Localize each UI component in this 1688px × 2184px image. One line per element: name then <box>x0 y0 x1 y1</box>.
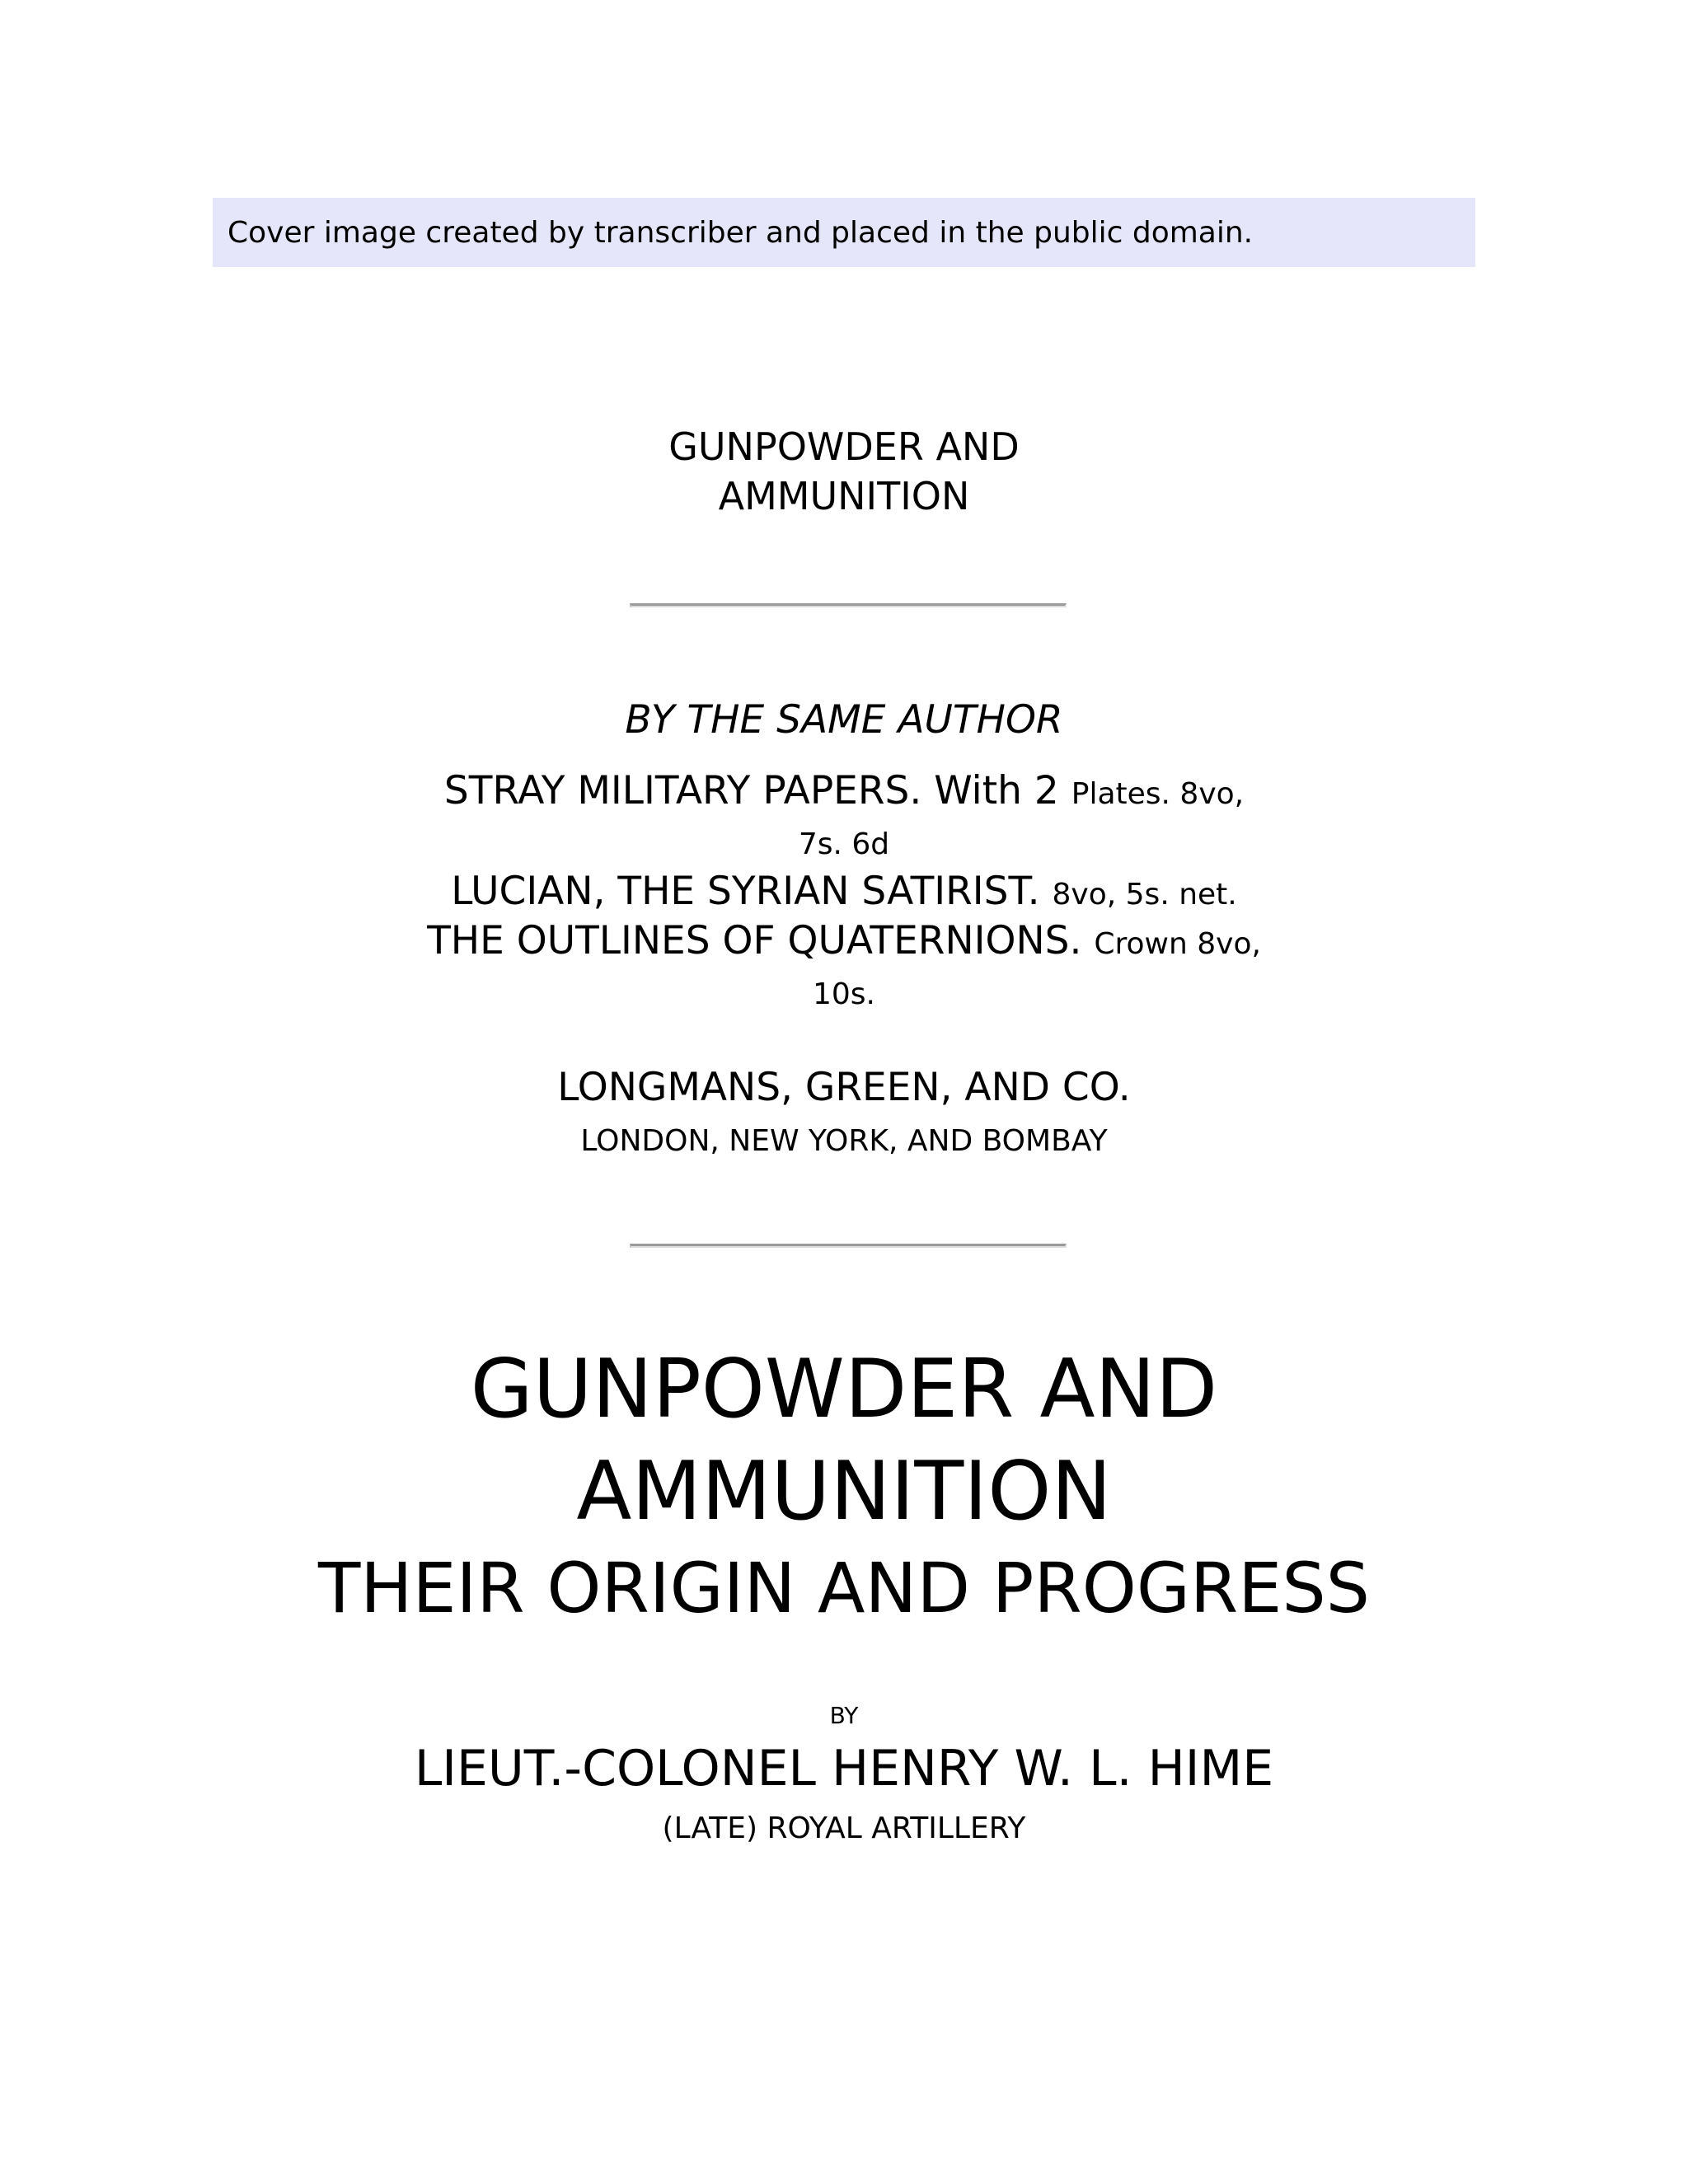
horizontal-rule-divider <box>630 603 1067 607</box>
by-label: BY <box>829 1702 859 1729</box>
half-title <box>0 422 1688 521</box>
half-title-line-2: AMMUNITION <box>718 474 970 518</box>
book-detail: 8vo, 5s. net. <box>1052 878 1237 912</box>
book-title: THE OUTLINES OF QUATERNIONS. <box>427 918 1082 963</box>
horizontal-rule-divider <box>630 1244 1067 1248</box>
book-entry-quaternions <box>0 916 1688 969</box>
book-entry-continuation: 10s. <box>812 977 875 1011</box>
publisher-name: LONGMANS, GREEN, AND CO. <box>557 1065 1131 1110</box>
book-title: LUCIAN, THE SYRIAN SATIRIST. <box>451 869 1040 914</box>
publisher-cities: LONDON, NEW YORK, AND BOMBAY <box>580 1124 1108 1158</box>
book-entry-stray-military-papers <box>0 766 1688 819</box>
book-entry-continuation: 7s. 6d <box>798 827 890 861</box>
half-title-line-1: GUNPOWDER AND <box>668 424 1020 469</box>
book-detail: Plates. 8vo, <box>1071 777 1245 811</box>
book-entry-lucian <box>0 867 1688 920</box>
author-rank: (LATE) ROYAL ARTILLERY <box>662 1811 1026 1845</box>
subtitle: THEIR ORIGIN AND PROGRESS <box>317 1548 1371 1629</box>
book-title: STRAY MILITARY PAPERS. With 2 <box>443 768 1059 813</box>
same-author-heading: BY THE SAME AUTHOR <box>625 697 1063 743</box>
main-title-line-1: GUNPOWDER AND <box>470 1343 1218 1436</box>
transcriber-note-text: Cover image created by transcriber and placed in the public domain. <box>227 215 1254 250</box>
main-title-line-2: AMMUNITION <box>576 1445 1112 1539</box>
main-title <box>0 1338 1688 1543</box>
author-name: LIEUT.-COLONEL HENRY W. L. HIME <box>414 1740 1274 1797</box>
transcriber-note <box>213 198 1475 267</box>
book-detail: Crown 8vo, <box>1094 927 1261 961</box>
